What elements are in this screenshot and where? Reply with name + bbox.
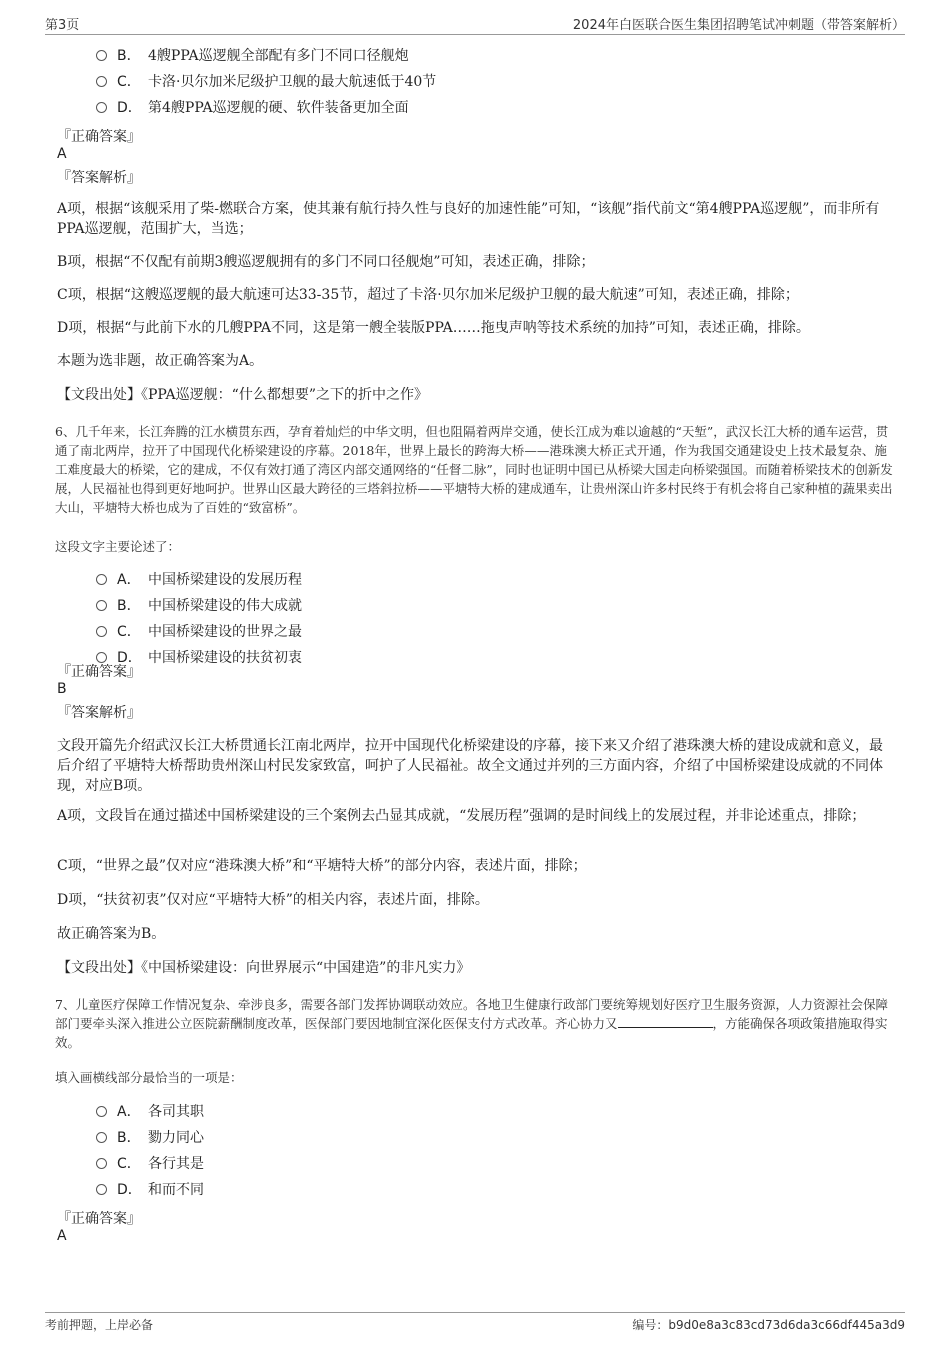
document-title: 2024年白医联合医生集团招聘笔试冲刺题（带答案解析） [572,18,905,33]
q7-prompt: 填入画横线部分最恰当的一项是： [55,1070,243,1085]
q5-answer: A [57,146,67,162]
q6-source: 【文段出处】《中国桥梁建设：向世界展示“中国建造”的非凡实力》 [57,960,471,976]
q5-conclusion: 本题为选非题，故正确答案为A。 [57,353,264,369]
q5-option-b[interactable]: B． 4艘PPA巡逻舰全部配有多门不同口径舰炮 [96,46,409,66]
radio-icon[interactable] [96,1132,107,1143]
q5-analysis-d: D项，根据“与此前下水的几艘PPA不同，这是第一艘全装版PPA……拖曳声呐等技术系统的加持”可知，表述正确，排除。 [57,320,810,336]
radio-icon[interactable] [96,102,107,113]
page-header [45,14,905,35]
q6-analysis-main: 文段开篇先介绍武汉长江大桥贯通长江南北两岸，拉开中国现代化桥梁建设的序幕，接下来又介绍了港珠澳大桥的建设成就和意义，最后介绍了平塘特大桥帮助贵州深山村民发家致富，呵护了人民福祉。故全文通过并列的三方面内容，介绍了中国桥梁建设成就的不同体现，对应B项。 [57,738,883,794]
q5-analysis-label: 『答案解析』 [57,170,141,186]
q6-analysis-d: D项，“扶贫初衷”仅对应“平塘特大桥”的相关内容，表述片面，排除。 [57,892,489,908]
document-id: 编号：b9d0e8a3c83cd73d6da3c66df445a3d9 [632,1318,905,1332]
radio-icon[interactable] [96,574,107,585]
q5-answer-label: 『正确答案』 [57,129,141,145]
radio-icon[interactable] [96,1184,107,1195]
q5-analysis-c: C项，根据“这艘巡逻舰的最大航速可达33-35节，超过了卡洛·贝尔加米尼级护卫舰的最大航速”可知，表述正确，排除； [57,287,799,303]
q7-answer: A [57,1228,67,1244]
radio-icon[interactable] [96,50,107,61]
radio-icon[interactable] [96,626,107,637]
q7-answer-label: 『正确答案』 [57,1211,141,1227]
q6-analysis-a: A项，文段旨在通过描述中国桥梁建设的三个案例去凸显其成就，“发展历程”强调的是时间线上的发展过程，并非论述重点，排除； [57,808,866,824]
q6-option-a[interactable]: A． 中国桥梁建设的发展历程 [96,570,302,590]
q6-answer-label: 『正确答案』 [57,664,141,680]
q5-source: 【文段出处】《PPA巡逻舰：“什么都想要”之下的折中之作》 [57,387,428,403]
fill-blank [618,1015,713,1028]
q6-analysis-label: 『答案解析』 [57,705,141,721]
q6-answer: B [57,681,67,697]
q6-stem: 6、几千年来，长江奔腾的江水横贯东西，孕育着灿烂的中华文明，但也阻隔着两岸交通，使长江成为难以逾越的“天堑”，武汉长江大桥的通车运营，贯通了南北两岸，拉开了中国现代化桥梁建设的序幕。2018年，世界上最长的跨海大桥——港珠澳大桥正式开通，作为我国交通建设史上技术最复杂、施工难度最大的桥梁，它的建成，不仅有效打通了湾区内部交通网络的“任督二脉”，同时也证明中国已从桥梁大国走向桥梁强国。而随着桥梁技术的创新发展，人民福祉也得到更好地呵护。世界山区最大跨径的三塔斜拉桥——平塘特大桥的建成通车，让贵州深山许多村民终于有机会将自己家种植的蔬果卖出大山，平塘特大桥也成为了百姓的“致富桥”。 [55,424,893,515]
q6-option-b[interactable]: B． 中国桥梁建设的伟大成就 [96,596,302,616]
q6-prompt: 这段文字主要论述了： [55,539,181,554]
q5-analysis-a: A项，根据“该舰采用了柴-燃联合方案，使其兼有航行持久性与良好的加速性能”可知，“该舰”指代前文“第4艘PPA巡逻舰”，而非所有PPA巡逻舰，范围扩大，当选； [57,201,880,237]
q7-option-c[interactable]: C． 各行其是 [96,1154,204,1174]
footer-slogan: 考前押题，上岸必备 [45,1318,154,1332]
page-footer [45,1312,905,1338]
page-number: 第3页 [45,18,80,33]
q6-analysis-c: C项，“世界之最”仅对应“港珠澳大桥”和“平塘特大桥”的部分内容，表述片面，排除； [57,858,587,874]
q6-option-d[interactable]: D． 中国桥梁建设的扶贫初衷 [96,648,302,668]
q7-stem: 7、儿童医疗保障工作情况复杂、牵涉良多，需要各部门发挥协调联动效应。各地卫生健康行政部门要统筹规划好医疗卫生服务资源，人力资源社会保障部门要牵头深入推进公立医院薪酬制度改革，医保部门要因地制宜深化医保支付方式改革。齐心协力又 ，方能确保各项政策措施取得实效。 [55,997,888,1050]
q5-option-c[interactable]: C． 卡洛·贝尔加米尼级护卫舰的最大航速低于40节 [96,72,436,92]
radio-icon[interactable] [96,1158,107,1169]
radio-icon[interactable] [96,1106,107,1117]
q6-conclusion: 故正确答案为B。 [57,926,166,942]
q7-option-d[interactable]: D． 和而不同 [96,1180,204,1200]
radio-icon[interactable] [96,600,107,611]
q6-option-c[interactable]: C． 中国桥梁建设的世界之最 [96,622,302,642]
q7-option-b[interactable]: B． 勠力同心 [96,1128,204,1148]
q5-option-d[interactable]: D． 第4艘PPA巡逻舰的硬、软件装备更加全面 [96,98,409,118]
radio-icon[interactable] [96,76,107,87]
q5-analysis-b: B项，根据“不仅配有前期3艘巡逻舰拥有的多门不同口径舰炮”可知，表述正确，排除； [57,254,595,270]
q7-option-a[interactable]: A． 各司其职 [96,1102,204,1122]
